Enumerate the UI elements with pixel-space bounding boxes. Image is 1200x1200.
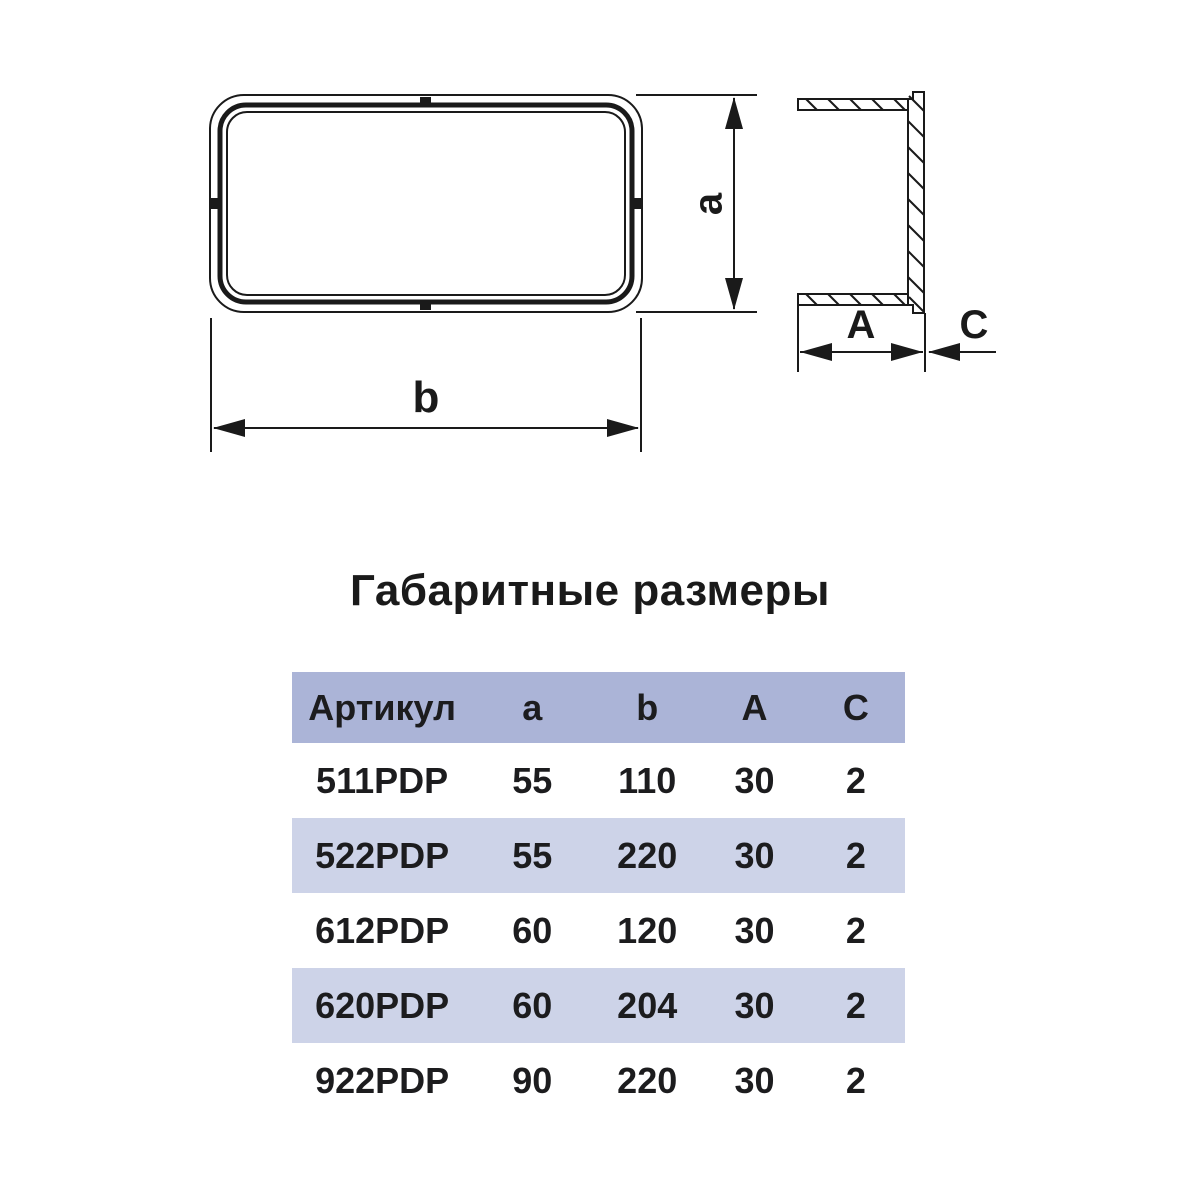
- table-cell: 2: [845, 909, 866, 951]
- side-view-section: [798, 92, 996, 372]
- duct-inner-frame: [227, 112, 625, 295]
- table-cell: 60: [512, 984, 553, 1026]
- table-header-article: Артикул: [308, 686, 456, 728]
- dimension-label-C: C: [959, 303, 989, 347]
- dimension-A: [798, 303, 925, 372]
- table-cell-article: 522PDP: [315, 834, 450, 876]
- table-row: [292, 1043, 905, 1118]
- table-cell: 55: [512, 759, 553, 801]
- dimension-a: [636, 95, 757, 312]
- dimension-C: [928, 303, 996, 361]
- table-cell: 60: [512, 909, 553, 951]
- table-cell: 30: [734, 834, 775, 876]
- technical-drawing: [0, 0, 1200, 540]
- clip-tabs: [211, 97, 641, 310]
- table-cell: 30: [734, 1059, 775, 1101]
- table-cell: 30: [734, 909, 775, 951]
- table-header-row: [292, 672, 905, 743]
- table-cell: 110: [618, 759, 677, 801]
- table-row: [292, 893, 905, 968]
- dimension-label-a: a: [686, 192, 731, 216]
- table-cell: 204: [617, 984, 678, 1026]
- duct-mid-frame: [220, 105, 632, 302]
- table-cell: 55: [512, 834, 553, 876]
- table-cell: 220: [617, 834, 678, 876]
- table-cell-article: 922PDP: [315, 1059, 450, 1101]
- table-cell: 90: [512, 1059, 553, 1101]
- table-cell: 30: [734, 759, 775, 801]
- page-title: Габаритные размеры: [350, 566, 830, 615]
- table-cell: 2: [845, 834, 866, 876]
- dimensions-table: [292, 672, 905, 1118]
- table-row: [292, 968, 905, 1043]
- table-cell: 220: [617, 1059, 678, 1101]
- table-cell: 2: [845, 759, 866, 801]
- table-header-b: b: [636, 686, 659, 728]
- dimension-b: [211, 318, 641, 452]
- dimension-label-A: A: [846, 303, 876, 347]
- table-header-C: C: [842, 686, 869, 728]
- dimension-label-b: b: [412, 373, 440, 422]
- table-cell: 2: [845, 984, 866, 1026]
- table-row: [292, 743, 905, 818]
- table-cell-article: 511PDP: [316, 759, 449, 801]
- table-cell: 2: [845, 1059, 866, 1101]
- front-view: [210, 95, 757, 452]
- table-cell-article: 612PDP: [315, 909, 450, 951]
- table-cell: 120: [617, 909, 678, 951]
- table-header-A: A: [741, 686, 768, 728]
- table-cell-article: 620PDP: [315, 984, 450, 1026]
- duct-outer-frame: [210, 95, 642, 312]
- table-header-a: a: [522, 686, 543, 728]
- table-cell: 30: [734, 984, 775, 1026]
- table-row: [292, 818, 905, 893]
